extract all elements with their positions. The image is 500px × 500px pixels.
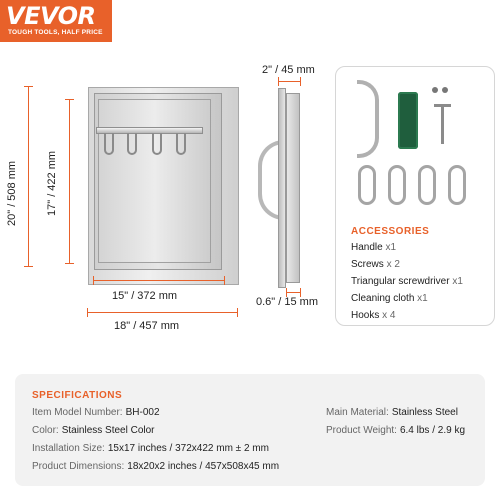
dim-tick [65,263,74,264]
accessory-name: Hooks [351,310,380,321]
frame-thickness-line [286,292,301,293]
dim-tick [87,308,88,317]
accessory-item [351,242,396,253]
dim-tick [24,86,33,87]
door-hook [127,133,137,155]
spec-value: 18x20x2 inches / 457x508x45 mm [127,461,280,472]
brand-logo [0,0,112,42]
outer-width-label: 18" / 457 mm [114,320,180,332]
screwdriver-shaft [441,104,444,144]
accessory-name: Handle [351,242,383,253]
accessory-item [351,259,400,270]
spec-value: 15x17 inches / 372x422 mm ± 2 mm [107,443,269,454]
hook-icon [448,165,466,205]
door-hook [152,133,162,155]
dim-tick [300,77,301,86]
accessory-item [351,310,395,321]
dim-tick [24,266,33,267]
dim-tick [237,308,238,317]
screw-icon [442,87,448,93]
accessory-name: Screws [351,259,384,270]
logo-tagline: TOUGH TOOLS, HALF PRICE [8,29,103,36]
inner-height-label: 17" / 422 mm [46,150,58,216]
frame-thickness-label: 0.6" / 15 mm [256,296,318,308]
side-view-back [278,88,286,288]
inner-width-label: 15" / 372 mm [112,290,178,302]
spec-product-dimensions [32,461,279,472]
dim-tick [93,276,94,285]
inner-width-line [93,280,225,281]
spec-key: Item Model Number: [32,407,123,418]
spec-key: Product Dimensions: [32,461,125,472]
accessories-title: ACCESSORIES [351,226,430,237]
accessory-qty: x 2 [386,259,400,270]
spec-key: Product Weight: [326,425,397,436]
specifications-title: SPECIFICATIONS [32,390,123,401]
accessory-qty: x1 [452,276,463,287]
door-hook [176,133,186,155]
spec-key: Main Material: [326,407,389,418]
hook-icon [358,165,376,205]
spec-key: Installation Size: [32,443,105,454]
dim-tick [278,77,279,86]
outer-height-line [28,86,29,267]
spec-material [326,407,458,418]
spec-color [32,425,155,436]
dim-tick [65,99,74,100]
hook-icon [388,165,406,205]
outer-height-label: 20" / 508 mm [6,160,18,226]
depth-label: 2" / 45 mm [262,64,315,76]
accessory-item [351,276,463,287]
accessory-qty: x 4 [382,310,396,321]
cleaning-cloth-icon [398,92,418,149]
accessory-name: Cleaning cloth [351,293,415,304]
spec-model [32,407,160,418]
accessory-qty: x1 [417,293,428,304]
spec-installation [32,443,269,454]
dim-tick [224,276,225,285]
side-view-front [286,93,300,283]
logo-wordmark: VEVOR [6,2,96,30]
hook-icon [418,165,436,205]
spec-value: 6.4 lbs / 2.9 kg [399,425,466,436]
spec-key: Color: [32,425,59,436]
inner-height-line [69,99,70,264]
spec-value: Stainless Steel [391,407,458,418]
outer-width-line [87,312,238,313]
accessory-name: Triangular screwdriver [351,276,450,287]
spec-weight [326,425,465,436]
spec-value: BH-002 [125,407,160,418]
door-hook [104,133,114,155]
spec-value: Stainless Steel Color [61,425,155,436]
accessory-qty: x1 [385,242,397,253]
door-panel [98,99,211,263]
accessory-item [351,293,428,304]
depth-line [278,81,301,82]
handle-accessory-icon [357,80,379,158]
screw-icon [432,87,438,93]
